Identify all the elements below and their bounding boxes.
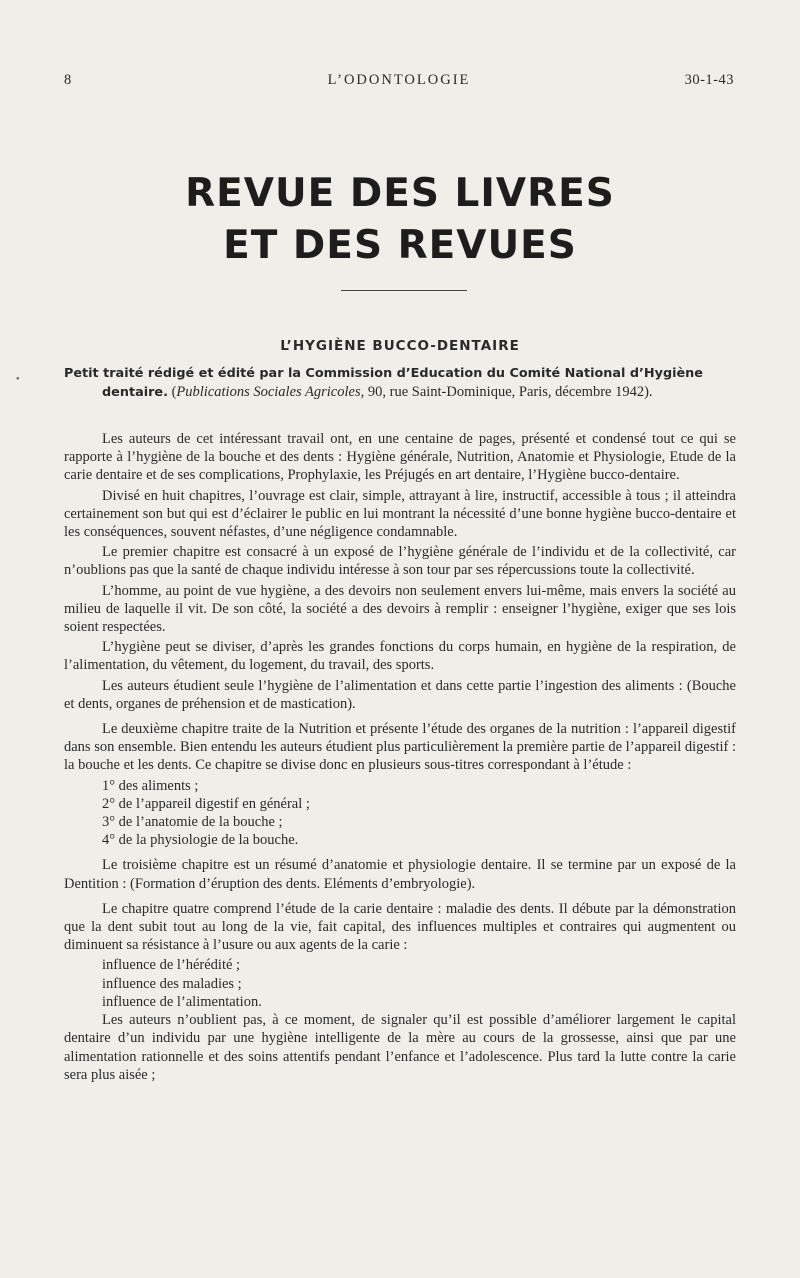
title-divider bbox=[341, 290, 467, 291]
reference-publisher: Publications Sociales Agricoles, bbox=[176, 384, 365, 400]
paragraph: Le troisième chapitre est un résumé d’anatomie et physiologie dentaire. Il se termine par un exposé de la Dentition : (Formation d’éruption des dents. Eléments d’embryologie). bbox=[64, 857, 736, 892]
page-title-line-1: REVUE DES LIVRES bbox=[185, 171, 615, 216]
list-item: 2° de l’appareil digestif en général ; bbox=[102, 795, 310, 812]
paragraph: Les auteurs n’oublient pas, à ce moment, de signaler qu’il est possible d’améliorer largement le capital dentaire d’un individu par une hygiène intelligente de la mère au cours de la grossesse, ainsi que par une alimentation rationnelle et des soins attentifs pendant l’enfance et l’adolescence. Plus tard la lutte contre la carie sera plus aisée ; bbox=[64, 1012, 736, 1083]
paragraph: Le chapitre quatre comprend l’étude de la carie dentaire : maladie des dents. Il débute par la démonstration que la dent subit tout au long de la vie, fait capital, des influences multiples et contraires qui augmentent ou diminuent sa résistance à l’usure ou aux agents de la carie : bbox=[64, 900, 736, 954]
issue-date: 30-1-43 bbox=[684, 72, 734, 88]
journal-title: L’ODONTOLOGIE bbox=[327, 72, 471, 88]
reference-bold-line-2: dentaire. bbox=[102, 385, 168, 400]
page-number: 8 bbox=[64, 72, 72, 88]
paragraph: L’hygiène peut se diviser, d’après les grandes fonctions du corps humain, en hygiène de la respiration, de l’alimentation, du vêtement, du logement, du travail, des sports. bbox=[64, 639, 736, 674]
list-item: influence des maladies ; bbox=[102, 975, 242, 992]
list-item: 4° de la physiologie de la bouche. bbox=[102, 832, 299, 849]
reference-address: 90, rue Saint-Dominique, Paris, décembre 1942). bbox=[364, 384, 653, 400]
list-item: influence de l’alimentation. bbox=[102, 993, 262, 1010]
book-reference bbox=[64, 364, 736, 402]
paragraph: Le deuxième chapitre traite de la Nutrition et présente l’étude des organes de la nutrition : l’appareil digestif dans son ensemble. Bien entendu les auteurs étudient plus particulièrement la première partie de l’appareil digestif : la bouche et les dents. Ce chapitre se divise donc en plusieurs sous-titres correspondant à l’étude : bbox=[64, 721, 737, 774]
list-item: 1° des aliments ; bbox=[102, 777, 199, 794]
list-item: influence de l’hérédité ; bbox=[102, 957, 241, 974]
paragraph: Le premier chapitre est consacré à un exposé de l’hygiène générale de l’individu et de la collectivité, car n’oublions pas que la santé de chaque individu intéresse à son tour par ses répercussions toute la collectivité. bbox=[64, 544, 736, 579]
article-body bbox=[64, 430, 736, 1086]
paragraph: Les auteurs étudient seule l’hygiène de l’alimentation et dans cette partie l’ingestion des aliments : (Bouche et dents, organes de préhension et de mastication). bbox=[64, 677, 736, 712]
page-title-line-2: ET DES REVUES bbox=[223, 223, 577, 268]
paragraph: Divisé en huit chapitres, l’ouvrage est clair, simple, attrayant à lire, instructif, accessible à tous ; il atteindra certainement son but qui est d’éclairer le public en lui montrant la nécessité d’une bonne hygiène bucco-dentaire et les conséquences, souvent néfastes, d’une négligence condamnable. bbox=[64, 487, 736, 541]
paragraph: Les auteurs de cet intéressant travail ont, en une centaine de pages, présenté et condensé tout ce qui se rapporte à l’hygiène de la bouche et des dents : Hygiène générale, Nutrition, Anatomie et Physiologie, Etude de la carie dentaire et de ses complications, Prophylaxie, les Préjugés en art dentaire, l’Hygiène bucco-dentaire. bbox=[64, 431, 736, 484]
section-title: L’HYGIÈNE BUCCO-DENTAIRE bbox=[280, 338, 520, 354]
running-header bbox=[64, 72, 734, 94]
reference-open-paren: ( bbox=[167, 384, 177, 400]
page-title bbox=[0, 168, 800, 272]
list-item: 3° de l’anatomie de la bouche ; bbox=[102, 814, 283, 831]
reference-bold-line-1: Petit traité rédigé et édité par la Commission d’Education du Comité National d’Hygiène bbox=[64, 366, 703, 381]
paragraph: L’homme, au point de vue hygiène, a des devoirs non seulement envers lui-même, mais envers la société au milieu de laquelle il vit. De son côté, la société a des devoirs à remplir : enseigner l’hygiène, exiger que ses lois soient respectées. bbox=[64, 582, 736, 636]
margin-dot: • bbox=[16, 374, 20, 385]
